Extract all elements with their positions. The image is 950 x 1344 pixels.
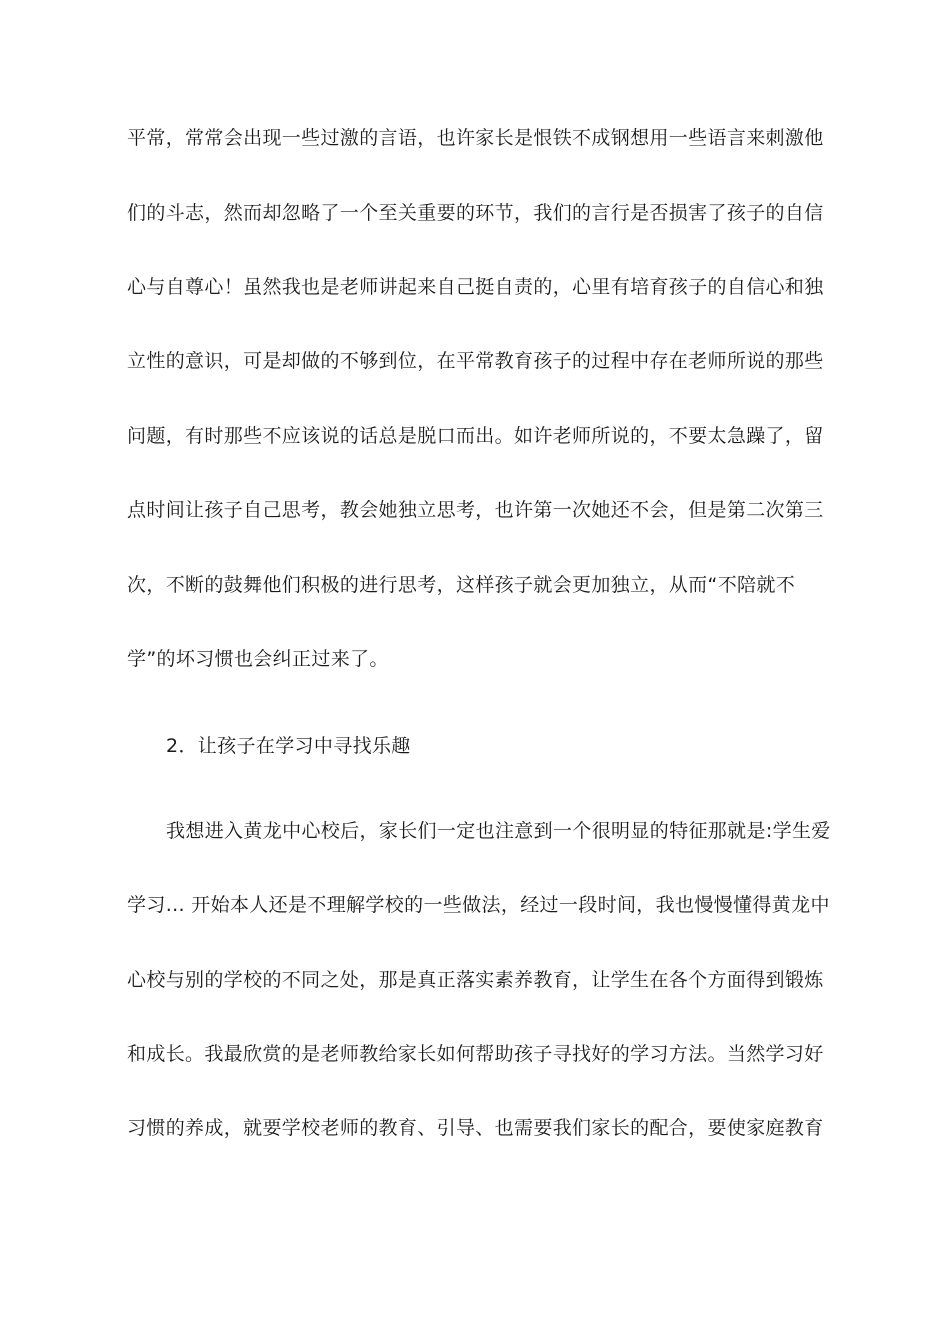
paragraph-line: 心与自尊心！虽然我也是老师讲起来自己挺自责的，心里有培育孩子的自信心和独 [127, 276, 824, 298]
paragraph-line: 我想进入黄龙中心校后，家长们一定也注意到一个很明显的特征那就是:学生爱 [166, 820, 831, 842]
paragraph-line: 习惯的养成，就要学校老师的教育、引导、也需要我们家长的配合，要使家庭教育 [127, 1117, 824, 1139]
section-heading: 2．让孩子在学习中寻找乐趣 [166, 735, 411, 757]
paragraph-line: 立性的意识，可是却做的不够到位，在平常教育孩子的过程中存在老师所说的那些 [127, 350, 824, 372]
paragraph-line: 学习... 开始本人还是不理解学校的一些做法，经过一段时间，我也慢慢懂得黄龙中 [127, 894, 830, 916]
paragraph-line: 问题，有时那些不应该说的话总是脱口而出。如许老师所说的，不要太急躁了，留 [127, 425, 824, 447]
paragraph-line: 学”的坏习惯也会纠正过来了。 [127, 648, 389, 670]
paragraph-line: 平常，常常会出现一些过激的言语，也许家长是恨铁不成钢想用一些语言来刺激他 [127, 127, 824, 149]
paragraph-line: 次，不断的鼓舞他们积极的进行思考，这样孩子就会更加独立，从而“不陪就不 [127, 574, 796, 596]
paragraph-line: 点时间让孩子自己思考，教会她独立思考，也许第一次她还不会，但是第二次第三 [127, 499, 824, 521]
paragraph-line: 和成长。我最欣赏的是老师教给家长如何帮助孩子寻找好的学习方法。当然学习好 [127, 1043, 824, 1065]
paragraph-line: 们的斗志，然而却忽略了一个至关重要的环节，我们的言行是否损害了孩子的自信 [127, 202, 824, 224]
paragraph-line: 心校与别的学校的不同之处，那是真正落实素养教育，让学生在各个方面得到锻炼 [127, 969, 824, 991]
